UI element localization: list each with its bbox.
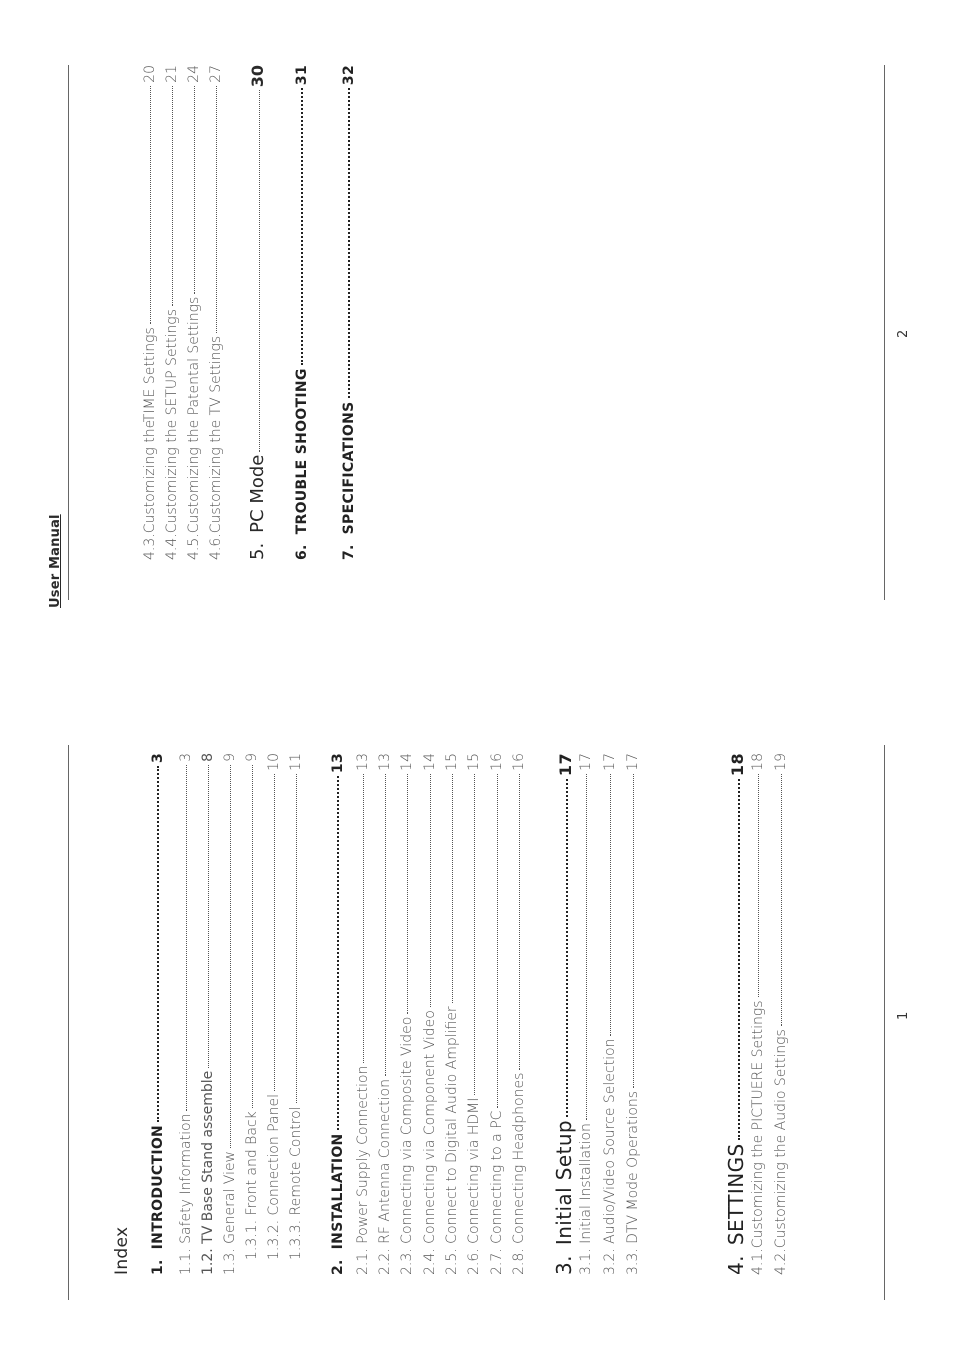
toc-entry-label [186,297,202,560]
toc-entry-text: INTRODUCTION [150,1124,166,1250]
toc-entry-page: 11 [288,753,304,771]
toc-entry-page: 9 [244,753,260,762]
toc-entry-text: 2.8. Connecting Headphones [511,1072,527,1275]
toc-entry-label [288,1106,304,1260]
toc-entry-label [422,1010,438,1275]
toc-entry-label [142,327,158,560]
toc-entry-page: 17 [625,753,641,771]
dot-leader [186,765,187,1111]
toc-entry [142,65,158,560]
toc-entry-text: PC Mode [247,454,268,533]
dot-leader [452,774,453,1003]
toc-entry [422,753,438,1275]
toc-entry-label [341,401,357,560]
toc-entry-page: 19 [773,753,789,771]
dot-leader [430,774,431,1007]
toc-entry [178,753,194,1275]
toc-entry [724,753,748,1275]
toc-entry-page: 14 [422,753,438,771]
toc-entry-label [266,1094,282,1260]
toc-entry [578,753,594,1275]
toc-entry-label [294,368,310,560]
toc-entry-page: 20 [142,65,158,83]
toc-entry-label [222,1151,238,1275]
toc-entry-number: 3. [552,1255,576,1275]
toc-entry-text: 3.3. DTV Mode Operations [625,1090,641,1275]
toc-entry-label [489,1111,505,1275]
toc-entry-text: 4.3.Customizing theTIME Settings [142,327,158,560]
page2-bottom-rule [884,65,885,600]
toc-entry-page: 10 [266,753,282,771]
toc-entry-label [578,1123,594,1275]
toc-entry-number: 1. [150,1259,166,1275]
toc-entry [399,753,415,1275]
toc-entry-text: 4.1.Customizing the PICTUERE Settings [750,1000,766,1275]
toc-entry-text: 1.1. Safety Information [178,1113,194,1275]
toc-entry [466,753,482,1275]
toc-entry [294,65,310,560]
toc-entry [150,753,166,1275]
toc-entry-text: 2.2. RF Antenna Connection [377,1079,393,1275]
dot-leader [208,765,209,1068]
toc-entry-label [466,1098,482,1275]
toc-entry [511,753,527,1275]
toc-entry-page: 15 [466,753,482,771]
toc-entry-text: 3.2. Audio/Video Source Selection [602,1038,618,1275]
toc-entry-page: 16 [511,753,527,771]
toc-entry [244,753,260,1260]
toc-entry [247,65,268,560]
toc-entry [377,753,393,1275]
toc-entry-label [399,1017,415,1275]
toc-entry-page: 21 [164,65,180,83]
dot-leader [296,774,297,1104]
toc-entry-text: 4.2.Customizing the Audio Settings [773,1029,789,1275]
dot-leader [348,88,350,398]
toc-entry-text: 2.1. Power Supply Connection [355,1065,371,1275]
toc-entry-page: 13 [330,753,346,774]
toc-entry [489,753,505,1275]
toc-entry [200,753,216,1275]
toc-entry-label [178,1114,194,1275]
dot-leader [194,86,195,294]
toc-entry-page: 17 [578,753,594,771]
toc-entry-label [511,1073,527,1275]
toc-entry [330,753,346,1275]
toc-entry-label [150,1125,166,1275]
toc-entry [288,753,304,1260]
toc-entry-text: 2.3. Connecting via Composite Video [399,1016,415,1275]
toc-entry-number: 7. [341,544,357,560]
toc-entry-text: INSTALLATION [330,1133,346,1250]
toc-entry-page: 31 [294,65,310,86]
toc-entry-label [377,1079,393,1275]
toc-entry [625,753,641,1275]
toc-entry [773,753,789,1275]
toc-entry-label [355,1066,371,1275]
toc-entry-page: 8 [200,753,216,762]
toc-entry-page: 16 [489,753,505,771]
toc-entry-page: 32 [341,65,357,86]
toc-entry-label [208,336,224,560]
page-number-right: 2 [896,329,911,338]
toc-entry-page: 3 [150,753,166,764]
toc-entry [186,65,202,560]
toc-entry-label [200,1071,216,1275]
dot-leader [519,774,520,1070]
toc-entry-page: 18 [750,753,766,771]
header-title: User Manual [48,514,63,608]
toc-entry-text: 1.3.3. Remote Control [288,1106,304,1260]
dot-leader [566,779,568,1117]
toc-entry [222,753,238,1275]
dot-leader [157,766,159,1122]
dot-leader [150,86,151,324]
toc-entry-text: 1.3. General View [222,1150,238,1275]
dot-leader [633,774,634,1088]
toc-entry-page: 17 [602,753,618,771]
page1-top-rule [68,745,69,1300]
toc-entry-text: SPECIFICATIONS [341,401,357,535]
toc-entry-page: 9 [222,753,238,762]
dot-leader [497,774,498,1108]
page-number-left: 1 [896,1011,911,1020]
toc-entry-number: 2. [330,1259,346,1275]
toc-entry-page: 17 [556,753,575,777]
toc-entry-page: 14 [399,753,415,771]
dot-leader [172,86,173,306]
toc-entry-label [552,1120,576,1275]
toc-entry-label [244,1111,260,1260]
toc-entry-text: 2.4. Connecting via Component Video [422,1010,438,1275]
toc-entry-text: 4.6.Customizing the TV Settings [208,335,224,560]
toc-entry-label [247,455,268,560]
toc-entry-page: 3 [178,753,194,762]
toc-entry-label [750,1000,766,1275]
dot-leader [301,88,303,365]
dot-leader [274,774,275,1091]
toc-entry-label [625,1091,641,1275]
toc-entry-text: 3.1. Initial Installation [578,1123,594,1275]
toc-entry-text: 1.3.1. Front and Back [244,1111,260,1260]
toc-entry-number: 4. [724,1255,748,1275]
toc-entry [552,753,576,1275]
toc-entry-number: 6. [294,544,310,560]
page2-top-rule [68,65,69,600]
dot-leader [252,765,253,1108]
index-title: Index [112,1226,132,1275]
toc-entry-text: TROUBLE SHOOTING [294,368,310,535]
toc-entry [602,753,618,1275]
toc-entry-page: 15 [444,753,460,771]
toc-entry-label [724,1143,748,1275]
toc-entry [208,65,224,560]
toc-entry-text: 2.7. Connecting to a PC [489,1110,505,1275]
dot-leader [259,90,260,451]
dot-leader [385,774,386,1076]
toc-entry-page: 24 [186,65,202,83]
toc-entry-text: 1.3.2. Connection Panel [266,1094,282,1260]
dot-leader [230,765,231,1148]
toc-entry-label [164,309,180,560]
toc-entry-number: 5. [247,542,268,560]
toc-entry-text: 2.5. Connect to Digital Audio Amplifier [444,1006,460,1275]
toc-entry-label [773,1029,789,1275]
toc-entry [750,753,766,1275]
toc-entry-page: 13 [377,753,393,771]
dot-leader [610,774,611,1036]
toc-entry-text: 2.6. Connecting via HDMI [466,1097,482,1275]
dot-leader [407,774,408,1014]
dot-leader [216,86,217,333]
dot-leader [781,774,782,1026]
toc-entry-text: 4.5.Customizing the Patental Settings [186,296,202,560]
toc-entry-page: 13 [355,753,371,771]
dot-leader [586,774,587,1120]
toc-entry-text: Initial Setup [552,1119,576,1246]
dot-leader [738,779,740,1140]
toc-entry [266,753,282,1260]
toc-entry-label [330,1133,346,1275]
toc-entry [444,753,460,1275]
toc-entry [341,65,357,560]
page1-bottom-rule [884,745,885,1300]
toc-entry-text: SETTINGS [724,1143,748,1246]
dot-leader [758,774,759,998]
toc-entry-page: 27 [208,65,224,83]
dot-leader [474,774,475,1095]
header-underline [68,602,69,632]
toc-entry [355,753,371,1275]
toc-entry-text: 4.4.Customizing the SETUP Settings [164,309,180,560]
toc-entry-label [602,1039,618,1275]
toc-entry-page: 30 [248,65,267,88]
dot-leader [337,776,339,1130]
dot-leader [363,774,364,1063]
toc-entry [164,65,180,560]
toc-entry-label [444,1006,460,1275]
toc-entry-text: 1.2. TV Base Stand assemble [200,1070,216,1275]
toc-entry-page: 18 [728,753,747,777]
